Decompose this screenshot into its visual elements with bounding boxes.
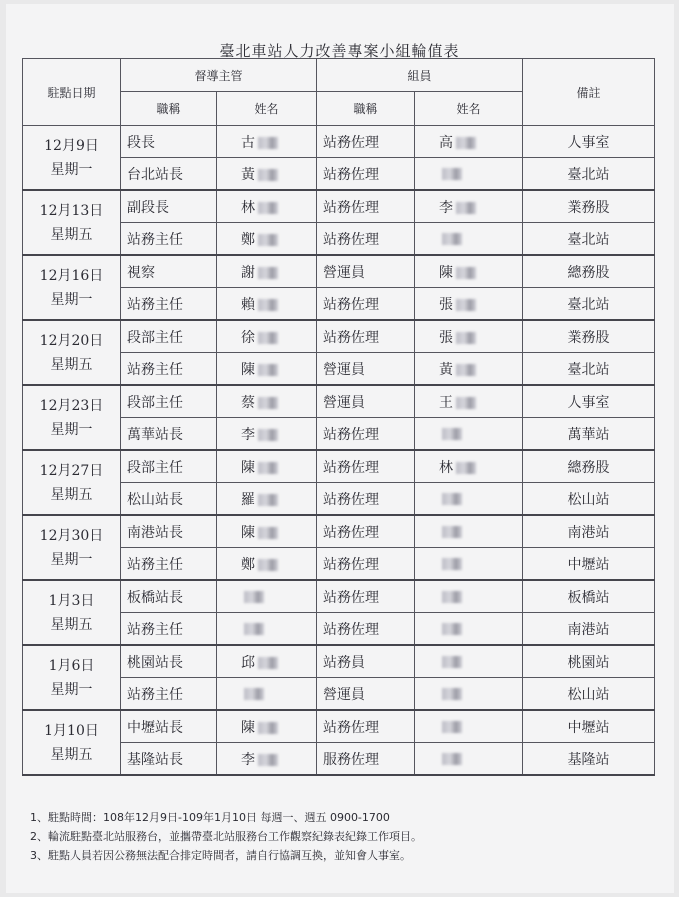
member-name bbox=[415, 580, 523, 613]
note-cell-text: 人事室 bbox=[567, 134, 610, 151]
supervisor-name bbox=[217, 580, 317, 613]
footnote: 1、駐點時間：108年12月9日-109年1月10日 每週一、週五 0900-1700 bbox=[30, 811, 390, 824]
redacted-name-blur bbox=[258, 494, 278, 506]
member-name bbox=[415, 320, 523, 353]
member-position bbox=[317, 320, 415, 353]
member-position bbox=[317, 483, 415, 516]
redacted-name-blur bbox=[456, 462, 476, 474]
duty-date: 12月30日 bbox=[39, 527, 104, 544]
member-name bbox=[415, 548, 523, 581]
member-position-text: 營運員 bbox=[323, 361, 366, 378]
document-title: 臺北車站人力改善專案小組輪值表 bbox=[219, 42, 460, 60]
member-position-text: 服務佐理 bbox=[323, 751, 380, 768]
header-sup-name: 姓名 bbox=[217, 92, 317, 126]
member-name bbox=[415, 418, 523, 451]
header-date: 駐點日期 bbox=[23, 59, 121, 126]
footnote: 3、駐點人員若因公務無法配合排定時間者，請自行協調互換，並知會人事室。 bbox=[30, 849, 411, 862]
duty-weekday: 星期五 bbox=[50, 616, 93, 633]
supervisor-position-text: 板橋站長 bbox=[127, 589, 183, 606]
supervisor-name-text: 鄭 bbox=[241, 556, 255, 573]
table-row bbox=[23, 385, 655, 418]
duty-date: 1月3日 bbox=[48, 592, 95, 609]
member-position bbox=[317, 678, 415, 711]
member-name bbox=[415, 190, 523, 223]
supervisor-position-text: 站務主任 bbox=[127, 686, 183, 703]
redacted-name-blur bbox=[258, 657, 278, 669]
note-cell bbox=[523, 418, 655, 451]
supervisor-position bbox=[121, 353, 217, 386]
note-cell-text: 總務股 bbox=[567, 264, 610, 281]
date-cell bbox=[23, 450, 121, 515]
redacted-name-blur bbox=[442, 753, 462, 765]
member-position bbox=[317, 126, 415, 158]
supervisor-name bbox=[217, 710, 317, 743]
redacted-name-blur bbox=[442, 493, 462, 505]
supervisor-name bbox=[217, 613, 317, 646]
table-row bbox=[23, 515, 655, 548]
supervisor-name bbox=[217, 743, 317, 776]
redacted-name-blur bbox=[456, 137, 476, 149]
date-cell bbox=[23, 515, 121, 580]
member-position-text: 站務佐理 bbox=[323, 166, 380, 183]
supervisor-name-text: 陳 bbox=[241, 524, 255, 541]
note-cell-text: 板橋站 bbox=[567, 589, 610, 606]
note-cell bbox=[523, 385, 655, 418]
member-position-text: 站務佐理 bbox=[323, 589, 380, 606]
member-name-text: 黃 bbox=[439, 361, 454, 378]
member-position-text: 站務佐理 bbox=[323, 556, 380, 573]
note-cell-text: 中壢站 bbox=[567, 719, 610, 736]
member-name-text: 高 bbox=[439, 134, 454, 151]
note-cell-text: 南港站 bbox=[567, 524, 610, 541]
note-cell bbox=[523, 645, 655, 678]
note-cell-text: 總務股 bbox=[567, 459, 610, 476]
supervisor-position bbox=[121, 418, 217, 451]
table-row bbox=[23, 710, 655, 743]
supervisor-name bbox=[217, 515, 317, 548]
supervisor-position-text: 段部主任 bbox=[127, 329, 183, 346]
note-cell bbox=[523, 288, 655, 321]
member-position-text: 站務員 bbox=[323, 654, 366, 671]
redacted-name-blur bbox=[244, 591, 264, 603]
note-cell-text: 業務股 bbox=[567, 199, 610, 216]
supervisor-position bbox=[121, 743, 217, 776]
member-name bbox=[415, 483, 523, 516]
duty-date: 12月9日 bbox=[44, 137, 99, 154]
supervisor-position bbox=[121, 158, 217, 191]
redacted-name-blur bbox=[442, 591, 462, 603]
table-row bbox=[23, 190, 655, 223]
supervisor-name bbox=[217, 678, 317, 711]
note-cell-text: 臺北站 bbox=[567, 361, 610, 378]
supervisor-name-text: 謝 bbox=[241, 264, 255, 281]
note-cell bbox=[523, 320, 655, 353]
supervisor-position-text: 中壢站長 bbox=[127, 719, 183, 736]
supervisor-name-text: 林 bbox=[241, 199, 255, 216]
supervisor-name bbox=[217, 288, 317, 321]
supervisor-position-text: 站務主任 bbox=[127, 621, 183, 638]
supervisor-name-text: 陳 bbox=[241, 361, 255, 378]
redacted-name-blur bbox=[456, 364, 476, 376]
redacted-name-blur bbox=[258, 462, 278, 474]
note-cell bbox=[523, 158, 655, 191]
date-cell bbox=[23, 385, 121, 450]
note-cell-text: 臺北站 bbox=[567, 231, 610, 248]
supervisor-name bbox=[217, 320, 317, 353]
supervisor-position bbox=[121, 678, 217, 711]
redacted-name-blur bbox=[442, 526, 462, 538]
supervisor-position bbox=[121, 126, 217, 158]
supervisor-name bbox=[217, 353, 317, 386]
supervisor-position-text: 站務主任 bbox=[127, 231, 183, 248]
member-name bbox=[415, 158, 523, 191]
redacted-name-blur bbox=[258, 559, 278, 571]
member-position-text: 站務佐理 bbox=[323, 134, 380, 151]
member-position bbox=[317, 515, 415, 548]
duty-date: 12月16日 bbox=[39, 267, 104, 284]
member-name bbox=[415, 353, 523, 386]
date-cell bbox=[23, 126, 121, 191]
duty-weekday: 星期一 bbox=[50, 291, 93, 308]
supervisor-position bbox=[121, 613, 217, 646]
supervisor-name-text: 陳 bbox=[241, 719, 255, 736]
note-cell bbox=[523, 548, 655, 581]
note-cell-text: 松山站 bbox=[567, 491, 610, 508]
member-position-text: 站務佐理 bbox=[323, 296, 380, 313]
note-cell bbox=[523, 353, 655, 386]
supervisor-name bbox=[217, 645, 317, 678]
note-cell bbox=[523, 710, 655, 743]
note-cell-text: 業務股 bbox=[567, 329, 610, 346]
member-name-text: 張 bbox=[439, 329, 454, 346]
supervisor-name-text: 李 bbox=[241, 426, 255, 443]
table-row bbox=[23, 450, 655, 483]
supervisor-position-text: 段長 bbox=[127, 134, 155, 151]
header-mem-name: 姓名 bbox=[415, 92, 523, 126]
redacted-name-blur bbox=[456, 202, 476, 214]
member-position bbox=[317, 580, 415, 613]
redacted-name-blur bbox=[244, 623, 264, 635]
redacted-name-blur bbox=[442, 656, 462, 668]
member-name bbox=[415, 645, 523, 678]
supervisor-name-text: 黃 bbox=[241, 166, 255, 183]
member-position bbox=[317, 450, 415, 483]
redacted-name-blur bbox=[244, 688, 264, 700]
redacted-name-blur bbox=[258, 722, 278, 734]
supervisor-name bbox=[217, 158, 317, 191]
supervisor-position-text: 桃園站長 bbox=[127, 654, 183, 671]
note-cell bbox=[523, 580, 655, 613]
redacted-name-blur bbox=[258, 364, 278, 376]
note-cell bbox=[523, 613, 655, 646]
header-sup-position: 職稱 bbox=[121, 92, 217, 126]
redacted-name-blur bbox=[258, 234, 278, 246]
redacted-name-blur bbox=[442, 233, 462, 245]
member-name bbox=[415, 710, 523, 743]
supervisor-position-text: 基隆站長 bbox=[127, 751, 183, 768]
member-position-text: 站務佐理 bbox=[323, 459, 380, 476]
supervisor-position-text: 視察 bbox=[127, 264, 155, 281]
redacted-name-blur bbox=[442, 623, 462, 635]
supervisor-position bbox=[121, 223, 217, 256]
supervisor-position-text: 台北站長 bbox=[127, 166, 183, 183]
supervisor-position-text: 段部主任 bbox=[127, 459, 183, 476]
member-position bbox=[317, 288, 415, 321]
member-position bbox=[317, 223, 415, 256]
member-position bbox=[317, 353, 415, 386]
note-cell bbox=[523, 743, 655, 776]
supervisor-name-text: 陳 bbox=[241, 459, 255, 476]
supervisor-name bbox=[217, 418, 317, 451]
member-position-text: 營運員 bbox=[323, 686, 366, 703]
supervisor-position bbox=[121, 385, 217, 418]
member-position bbox=[317, 743, 415, 776]
member-position-text: 站務佐理 bbox=[323, 231, 380, 248]
duty-date: 12月20日 bbox=[39, 332, 104, 349]
member-position bbox=[317, 385, 415, 418]
note-cell bbox=[523, 515, 655, 548]
duty-date: 12月13日 bbox=[39, 202, 104, 219]
footnotes bbox=[30, 808, 422, 865]
table-row bbox=[23, 126, 655, 158]
supervisor-name bbox=[217, 255, 317, 288]
duty-date: 12月27日 bbox=[39, 462, 104, 479]
redacted-name-blur bbox=[258, 267, 278, 279]
supervisor-name bbox=[217, 190, 317, 223]
member-name bbox=[415, 450, 523, 483]
note-cell-text: 松山站 bbox=[567, 686, 610, 703]
supervisor-name bbox=[217, 450, 317, 483]
supervisor-position bbox=[121, 580, 217, 613]
note-cell bbox=[523, 255, 655, 288]
supervisor-position-text: 站務主任 bbox=[127, 361, 183, 378]
redacted-name-blur bbox=[258, 527, 278, 539]
member-position-text: 站務佐理 bbox=[323, 719, 380, 736]
duty-weekday: 星期五 bbox=[50, 486, 93, 503]
member-position-text: 營運員 bbox=[323, 394, 366, 411]
member-name bbox=[415, 515, 523, 548]
member-position-text: 站務佐理 bbox=[323, 329, 380, 346]
date-cell bbox=[23, 710, 121, 775]
header-member: 組員 bbox=[317, 59, 523, 92]
note-cell bbox=[523, 223, 655, 256]
header-supervisor: 督導主管 bbox=[121, 59, 317, 92]
member-name-text: 張 bbox=[439, 296, 454, 313]
supervisor-position-text: 站務主任 bbox=[127, 556, 183, 573]
supervisor-position-text: 站務主任 bbox=[127, 296, 183, 313]
supervisor-position bbox=[121, 548, 217, 581]
duty-weekday: 星期五 bbox=[50, 746, 93, 763]
supervisor-position bbox=[121, 255, 217, 288]
member-name-text: 李 bbox=[439, 199, 454, 216]
supervisor-position bbox=[121, 320, 217, 353]
member-name-text: 王 bbox=[439, 394, 454, 411]
member-name bbox=[415, 255, 523, 288]
supervisor-name-text: 賴 bbox=[241, 296, 255, 313]
member-name bbox=[415, 743, 523, 776]
redacted-name-blur bbox=[258, 754, 278, 766]
member-position bbox=[317, 710, 415, 743]
supervisor-position-text: 松山站長 bbox=[127, 491, 183, 508]
supervisor-name-text: 羅 bbox=[241, 491, 255, 508]
supervisor-position-text: 萬華站長 bbox=[127, 426, 183, 443]
date-cell bbox=[23, 580, 121, 645]
duty-weekday: 星期一 bbox=[50, 421, 93, 438]
supervisor-name bbox=[217, 126, 317, 158]
header-note: 備註 bbox=[523, 59, 655, 126]
redacted-name-blur bbox=[456, 299, 476, 311]
supervisor-name bbox=[217, 548, 317, 581]
supervisor-name bbox=[217, 483, 317, 516]
member-position bbox=[317, 645, 415, 678]
note-cell-text: 桃園站 bbox=[567, 654, 610, 671]
redacted-name-blur bbox=[258, 429, 278, 441]
member-position bbox=[317, 255, 415, 288]
member-name-text: 林 bbox=[439, 459, 454, 476]
duty-weekday: 星期一 bbox=[50, 551, 93, 568]
note-cell bbox=[523, 190, 655, 223]
supervisor-position bbox=[121, 483, 217, 516]
date-cell bbox=[23, 255, 121, 320]
note-cell-text: 臺北站 bbox=[567, 166, 610, 183]
note-cell-text: 臺北站 bbox=[567, 296, 610, 313]
member-position bbox=[317, 548, 415, 581]
supervisor-name-text: 古 bbox=[241, 134, 255, 151]
duty-roster-table bbox=[22, 58, 655, 776]
member-name bbox=[415, 678, 523, 711]
duty-weekday: 星期一 bbox=[50, 681, 93, 698]
member-position-text: 站務佐理 bbox=[323, 426, 380, 443]
member-name bbox=[415, 385, 523, 418]
member-position bbox=[317, 613, 415, 646]
supervisor-position bbox=[121, 450, 217, 483]
table-row bbox=[23, 320, 655, 353]
member-name-text: 陳 bbox=[439, 264, 454, 281]
supervisor-position-text: 副段長 bbox=[127, 199, 169, 216]
member-position-text: 站務佐理 bbox=[323, 199, 380, 216]
redacted-name-blur bbox=[456, 397, 476, 409]
member-position bbox=[317, 158, 415, 191]
member-name bbox=[415, 288, 523, 321]
supervisor-name-text: 徐 bbox=[241, 329, 255, 346]
supervisor-position bbox=[121, 288, 217, 321]
note-cell bbox=[523, 483, 655, 516]
supervisor-name-text: 李 bbox=[241, 751, 255, 768]
member-name bbox=[415, 126, 523, 158]
redacted-name-blur bbox=[258, 169, 278, 181]
redacted-name-blur bbox=[258, 299, 278, 311]
redacted-name-blur bbox=[258, 137, 278, 149]
member-position bbox=[317, 418, 415, 451]
member-position bbox=[317, 190, 415, 223]
date-cell bbox=[23, 645, 121, 710]
supervisor-position bbox=[121, 645, 217, 678]
supervisor-position-text: 南港站長 bbox=[127, 524, 183, 541]
redacted-name-blur bbox=[258, 202, 278, 214]
duty-weekday: 星期五 bbox=[50, 356, 93, 373]
note-cell bbox=[523, 126, 655, 158]
redacted-name-blur bbox=[442, 688, 462, 700]
date-cell bbox=[23, 320, 121, 385]
supervisor-name-text: 邱 bbox=[241, 654, 255, 671]
supervisor-position bbox=[121, 515, 217, 548]
header-mem-position: 職稱 bbox=[317, 92, 415, 126]
redacted-name-blur bbox=[442, 428, 462, 440]
note-cell-text: 南港站 bbox=[567, 621, 610, 638]
member-position-text: 站務佐理 bbox=[323, 621, 380, 638]
duty-date: 12月23日 bbox=[39, 397, 104, 414]
note-cell-text: 人事室 bbox=[567, 394, 610, 411]
member-position-text: 站務佐理 bbox=[323, 524, 380, 541]
supervisor-name bbox=[217, 223, 317, 256]
note-cell-text: 萬華站 bbox=[567, 426, 610, 443]
redacted-name-blur bbox=[442, 558, 462, 570]
member-name bbox=[415, 223, 523, 256]
duty-date: 1月10日 bbox=[44, 722, 99, 739]
date-cell bbox=[23, 190, 121, 255]
redacted-name-blur bbox=[258, 332, 278, 344]
note-cell-text: 中壢站 bbox=[567, 556, 610, 573]
redacted-name-blur bbox=[442, 168, 462, 180]
member-name bbox=[415, 613, 523, 646]
footnote: 2、輪流駐點臺北站服務台，並攜帶臺北站服務台工作觀察紀錄表紀錄工作項目。 bbox=[30, 830, 422, 843]
supervisor-name bbox=[217, 385, 317, 418]
supervisor-position bbox=[121, 710, 217, 743]
member-position-text: 站務佐理 bbox=[323, 491, 380, 508]
supervisor-name-text: 鄭 bbox=[241, 231, 255, 248]
duty-weekday: 星期五 bbox=[50, 226, 93, 243]
redacted-name-blur bbox=[456, 332, 476, 344]
table-row bbox=[23, 645, 655, 678]
member-position-text: 營運員 bbox=[323, 264, 366, 281]
supervisor-position-text: 段部主任 bbox=[127, 394, 183, 411]
note-cell bbox=[523, 450, 655, 483]
supervisor-position bbox=[121, 190, 217, 223]
duty-weekday: 星期一 bbox=[50, 161, 93, 178]
redacted-name-blur bbox=[456, 267, 476, 279]
redacted-name-blur bbox=[258, 397, 278, 409]
note-cell bbox=[523, 678, 655, 711]
roster-body bbox=[23, 126, 655, 776]
supervisor-name-text: 蔡 bbox=[241, 394, 255, 411]
note-cell-text: 基隆站 bbox=[567, 751, 610, 768]
table-row bbox=[23, 580, 655, 613]
table-row bbox=[23, 255, 655, 288]
duty-date: 1月6日 bbox=[48, 657, 95, 674]
redacted-name-blur bbox=[442, 721, 462, 733]
